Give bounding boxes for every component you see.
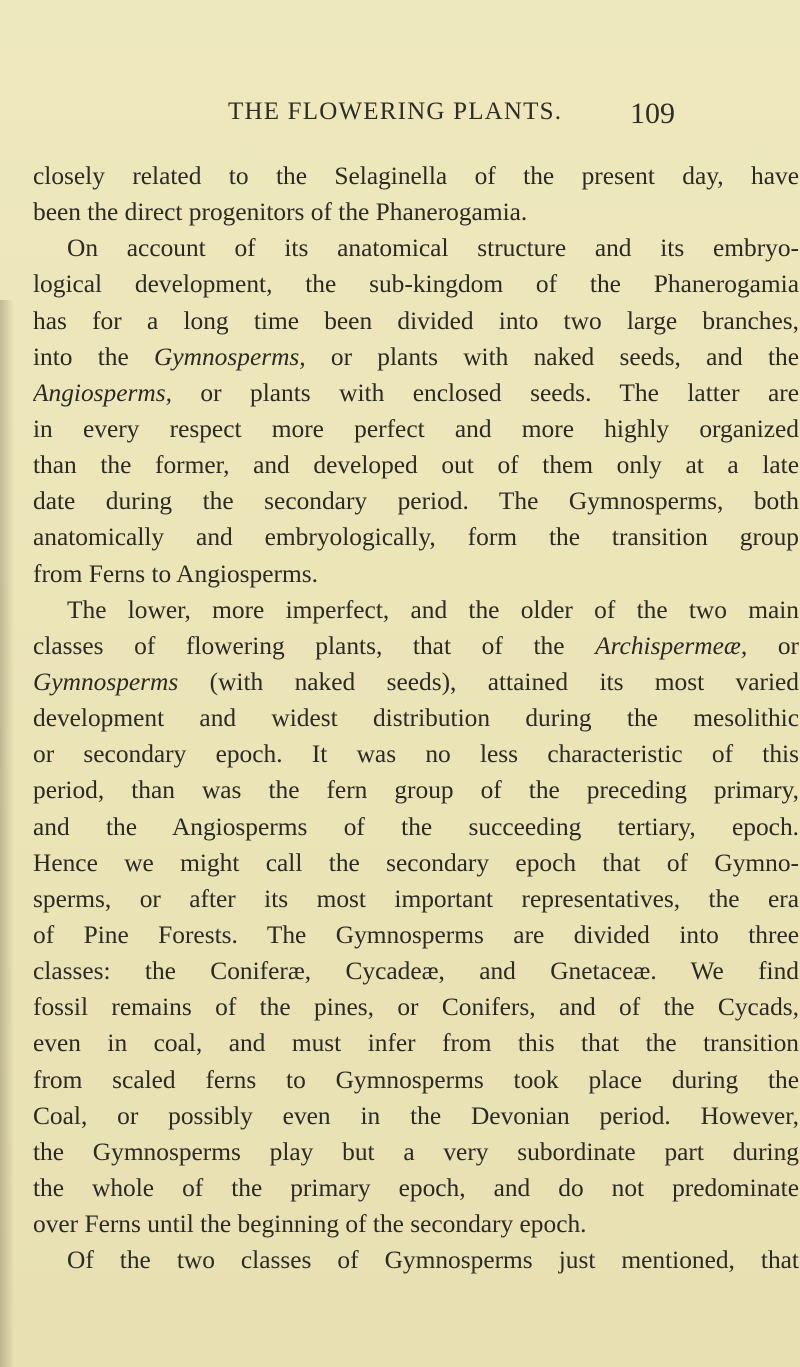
italic-term: Archispermeæ, (595, 631, 748, 660)
text-line: period, than was the fern group of the preceding primary, (33, 776, 799, 805)
text-segment: into the (33, 342, 155, 371)
body-text (33, 158, 799, 1278)
text-line: even in coal, and must infer from this that the transition (33, 1029, 799, 1058)
text-line: logical development, the sub-kingdom of the Phanerogamia (33, 270, 799, 299)
page-gutter-shadow (0, 300, 14, 1367)
text-line: from Ferns to Angiosperms. (33, 559, 318, 588)
text-segment: (with naked seeds), attained its most varied (178, 667, 799, 696)
text-segment: or (747, 631, 799, 660)
text-line: On account of its anatomical structure and its embryo- (67, 234, 799, 263)
italic-term: Gymnosperms (33, 667, 179, 696)
text-line: closely related to the Selaginella of the present day, have (33, 162, 799, 190)
italic-term: Gymnosperms, (154, 342, 306, 371)
text-line: than the former, and developed out of them only at a late (33, 451, 799, 480)
text-line: and the Angiosperms of the succeeding tertiary, epoch. (33, 812, 799, 841)
text-line (33, 664, 799, 700)
page-number: 109 (630, 97, 675, 130)
text-line: anatomically and embryologically, form the transition group (33, 523, 799, 552)
text-line: of Pine Forests. The Gymnosperms are divided into three (33, 920, 799, 949)
text-line: in every respect more perfect and more highly organized (33, 414, 799, 443)
text-line: the Gymnosperms play but a very subordinate part during (33, 1137, 799, 1166)
text-segment: or plants with enclosed seeds. The latter are (171, 378, 799, 407)
italic-term: Angiosperms, (33, 378, 172, 407)
text-segment: or plants with naked seeds, and the (305, 342, 799, 371)
text-line: Of the two classes of Gymnosperms just mentioned, that (67, 1246, 799, 1275)
text-line: sperms, or after its most important representatives, the era (33, 884, 799, 913)
text-line: classes: the Coniferæ, Cycadeæ, and Gnetaceæ. We find (33, 957, 799, 986)
text-line (33, 339, 799, 375)
text-line: Coal, or possibly even in the Devonian period. However, (33, 1101, 799, 1130)
text-line (33, 628, 799, 664)
text-line: Hence we might call the secondary epoch that of Gymno- (33, 848, 799, 877)
text-segment: classes of flowering plants, that of the (33, 631, 596, 660)
text-line: development and widest distribution during the mesolithic (33, 704, 799, 733)
text-line: date during the secondary period. The Gymnosperms, both (33, 487, 799, 516)
text-line: fossil remains of the pines, or Conifers, and of the Cycads, (33, 993, 799, 1022)
text-line: from scaled ferns to Gymnosperms took place during the (33, 1065, 799, 1094)
page-header (0, 98, 800, 138)
text-line: or secondary epoch. It was no less characteristic of this (33, 740, 799, 769)
text-line (33, 375, 799, 411)
text-line: the whole of the primary epoch, and do not predominate (33, 1173, 799, 1202)
running-title: THE FLOWERING PLANTS. (228, 98, 563, 125)
text-line: The lower, more imperfect, and the older of the two main (67, 595, 799, 624)
text-line: has for a long time been divided into two large branches, (33, 306, 799, 335)
text-line: been the direct progenitors of the Phanerogamia. (33, 198, 528, 227)
text-line: over Ferns until the beginning of the secondary epoch. (33, 1210, 587, 1239)
